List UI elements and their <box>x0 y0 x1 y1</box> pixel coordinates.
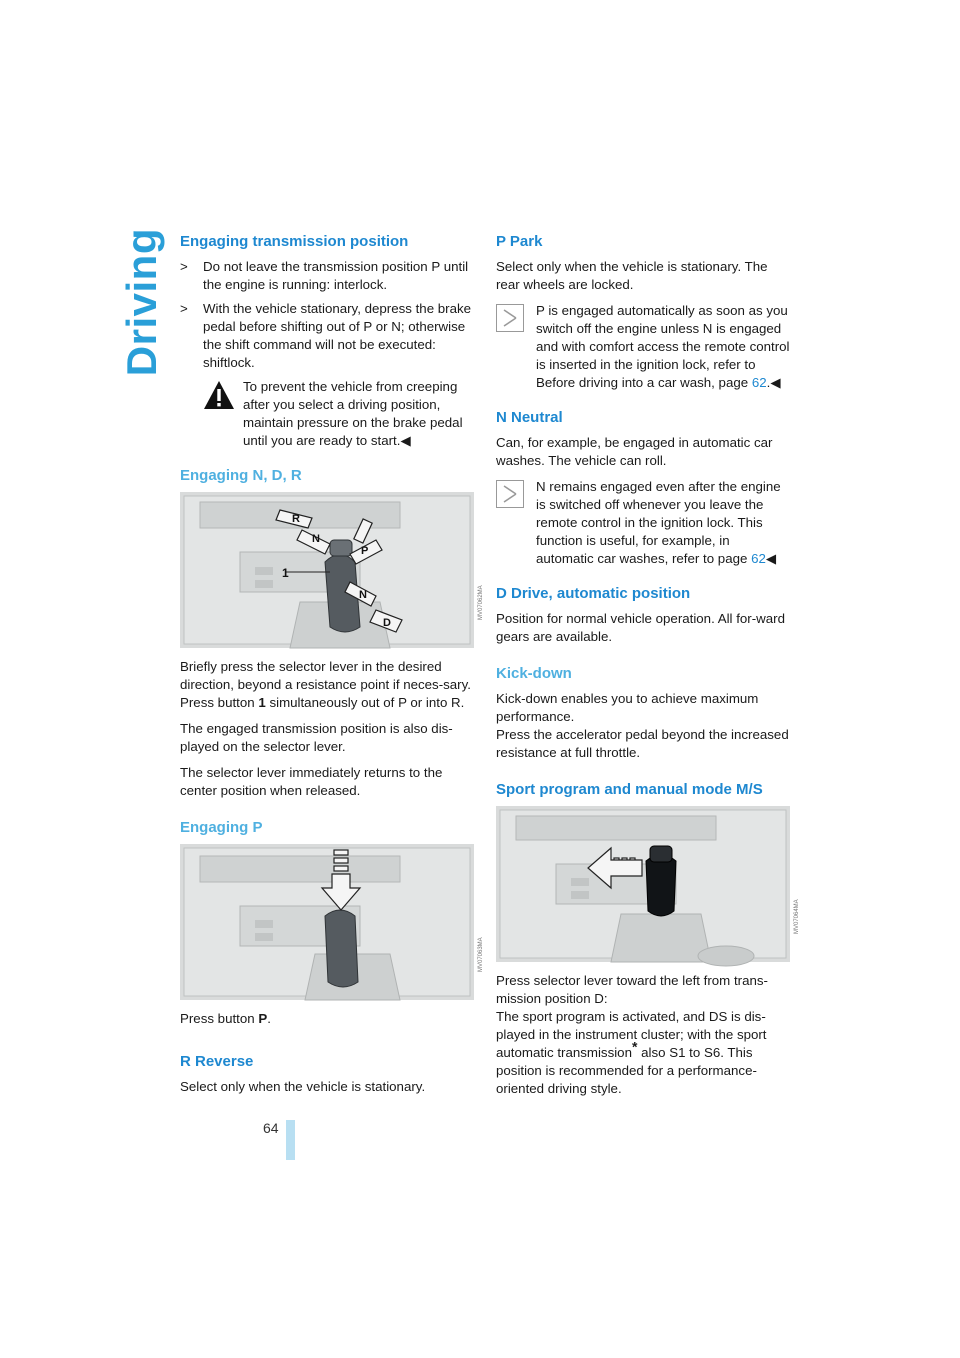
note-icon <box>496 304 524 332</box>
park-note-text <box>496 302 790 392</box>
heading-engaging-p: Engaging P <box>180 819 263 836</box>
sport-text-2b: also S1 to S6. This position is recommended for a performance-oriented driving style. <box>496 1045 757 1096</box>
neutral-note-text <box>496 478 790 568</box>
label-r: R <box>292 513 300 525</box>
heading-r-reverse: R Reverse <box>180 1053 254 1070</box>
selector-lever-sport-illustration <box>496 806 800 962</box>
park-text: Select only when the vehicle is stationary. The rear wheels are locked. <box>496 259 768 292</box>
press-p-b: . <box>267 1011 271 1026</box>
bullet-interlock <box>180 258 474 294</box>
end-marker: ◀ <box>765 551 777 566</box>
sport-text-1: Press selector lever toward the left from trans-mission position D: <box>496 973 768 1006</box>
selector-lever-p-illustration <box>180 844 484 1000</box>
drive-text: Position for normal vehicle operation. All for-ward gears are available. <box>496 611 785 644</box>
bullet-text: Do not leave the transmission position P until the engine is running: interlock. <box>203 259 469 292</box>
end-marker: ◀ <box>770 375 781 390</box>
warning-icon <box>203 380 235 410</box>
heading-engaging-ndr: Engaging N, D, R <box>180 467 302 484</box>
page-link-62[interactable]: 62 <box>751 375 767 390</box>
heading-engaging-transmission: Engaging transmission position <box>180 233 409 250</box>
section-title-text: Driving <box>118 228 165 377</box>
kick-text-1: Kick-down enables you to achieve maximum performance. <box>496 691 759 724</box>
label-button-1: 1 <box>282 566 289 580</box>
warning-body: To prevent the vehicle from creeping after you select a driving position, maintain pressure on the brake pedal until you are ready to start. <box>243 379 463 448</box>
neutral-note-a: N remains engaged even after the engine is switched off whenever you leave the remote control in the ignition lock. This function is useful, for example, in automatic car washes, refer to page <box>536 479 781 566</box>
bullet-shiftlock <box>180 300 474 372</box>
heading-n-neutral: N Neutral <box>496 409 563 426</box>
heading-sport-program: Sport program and manual mode M/S <box>496 781 763 798</box>
ndr-paragraph-3: The selector lever immediately returns to the center position when released. <box>180 765 443 798</box>
ndr-p1-b: simultaneously out of P or into R. <box>265 695 465 710</box>
ndr-paragraph-2: The engaged transmission position is also dis-played on the selector lever. <box>180 721 453 754</box>
page-link-62[interactable]: 62 <box>751 551 766 566</box>
selector-lever-ndr-illustration <box>180 492 484 648</box>
heading-kick-down: Kick-down <box>496 665 572 682</box>
page-bar <box>286 1120 295 1160</box>
figure-code-3: MV07064MA <box>794 899 800 934</box>
label-d: D <box>383 617 391 629</box>
page-number: 64 <box>263 1120 279 1136</box>
ndr-p1-bold: 1 <box>258 695 266 710</box>
warning-note <box>180 378 474 450</box>
bullet-marker: > <box>180 259 188 274</box>
press-p-a: Press button <box>180 1011 259 1026</box>
kick-text-2: Press the accelerator pedal beyond the increased resistance at full throttle. <box>496 727 789 760</box>
note-icon <box>496 480 524 508</box>
heading-d-drive: D Drive, automatic position <box>496 585 691 602</box>
bullet-marker: > <box>180 301 188 316</box>
end-marker: ◀ <box>400 433 411 448</box>
sport-text-2 <box>496 1008 790 1098</box>
label-n: N <box>312 533 320 545</box>
neutral-note <box>496 478 790 568</box>
figure-code-1: MV07062MA <box>478 585 484 620</box>
ndr-paragraph-1 <box>180 658 474 712</box>
press-button-p <box>180 1010 474 1028</box>
park-note-b: . <box>766 375 771 390</box>
park-note-a: P is engaged automatically as soon as you switch off the engine unless N is engaged and with comfort access the remote control is inserted in the ignition lock, refer to Before driving into a car wash, page <box>536 303 790 390</box>
neutral-text: Can, for example, be engaged in automatic car washes. The vehicle can roll. <box>496 435 773 468</box>
bullet-text: With the vehicle stationary, depress the brake pedal before shifting out of P or N; otherwise the shift command will not be executed: shiftlock. <box>203 301 472 370</box>
optional-equipment-star: * <box>631 1038 638 1055</box>
right-column <box>496 232 800 1106</box>
figure-code-2: MV07063MA <box>478 937 484 972</box>
heading-p-park: P Park <box>496 233 543 250</box>
r-reverse-text: Select only when the vehicle is stationary. <box>180 1079 426 1094</box>
ndr-p1-a: Briefly press the selector lever in the desired direction, beyond a resistance point if neces-sary. Press button <box>180 659 471 710</box>
label-p: P <box>361 545 369 557</box>
label-n2: N <box>359 589 367 601</box>
park-note <box>496 302 790 392</box>
sport-text-2a: The sport program is activated, and DS is dis-played in the instrument cluster; with the sport automatic transmission <box>496 1009 767 1060</box>
left-column <box>180 232 484 1104</box>
press-p-bold: P <box>258 1011 268 1026</box>
